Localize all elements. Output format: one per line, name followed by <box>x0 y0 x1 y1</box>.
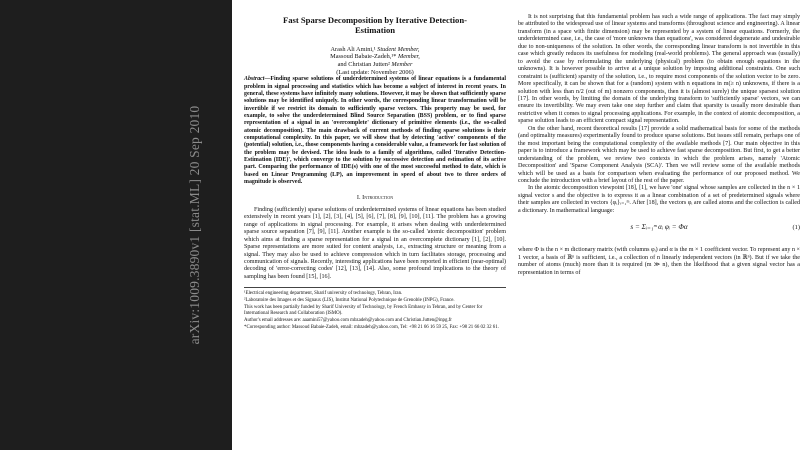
footnote: ²Laboratoire des Images et des Signaux (LIS), Institut National Polytechnique de Grenoble (INPG), France. <box>244 298 455 304</box>
author-role: Student Member, <box>377 45 420 53</box>
abstract-text: —Finding sparse solutions of underdetermined systems of linear equations is a fundamental problem in signal processing and statistics which has become a subject of interest in recent years. In general, these systems have infinitely many solutions. However, it may be shown that sufficiently sparse solutions may be identified uniquely. In other words, the corresponding linear transformation will be invertible if we restrict its domain to sufficiently sparse vectors. This property may be used, for example, to solve the underdetermined Blind Source Separation (BSS) problem, or to find sparse representation of a signal in an 'overcomplete' dictionary of primitive elements (i.e., the so-called atomic decomposition). The main drawback of current methods of finding sparse solutions is their computational complexity. In this paper, we will show that by detecting 'active' components of the (potential) solution, i.e., those components having a considerable value, a framework for fast solution of the problem may be devised. The idea leads to a family of algorithms, called 'Iterative Detection-Estimation (IDE)', which converge to the solution by successive detection and estimation of its active part. Comparing the performance of IDE(s) with one of the most successful method to date, which is based on Linear Programming (LP), an improvement in speed of about two to three orders of magnitude is observed. <box>244 76 506 185</box>
left-column <box>244 0 506 332</box>
footnote-corresponding: *Corresponding author: Massoud Babaie-Zadeh, email: mbzadeh@yahoo.com, Tel: +98 21 66 16 59 25, Fax: +98 21 66 02 32 61. <box>244 324 499 330</box>
equation-1 <box>518 218 800 244</box>
footnote: This work has been partially funded by Sharif University of Technology, by French Embassy in Tehran, and by Center for International Research and Collaboration (ISMO). <box>244 305 483 317</box>
author-line <box>244 61 506 69</box>
author-name: Arash Ali Amini,¹ <box>330 45 376 53</box>
body-paragraph: It is not surprising that this fundamental problem has such a wide range of applications. The fact may simply be attributed to the widespread use of linear systems and transforms (throughout science and engineering). A linear transform (in a space with finite dimension) may be represented by a system of linear equations. Formerly, the underdetermined case, i.e., the case of 'more unknowns than equations', was considered degenerate and undesirable due to non-uniqueness of the solution. In other words, the corresponding linear transform is not invertible in this case which greatly reduces its usefulness for modeling (real-world problems). The general approach was (usually) to avoid the case by reformulating the underlying (physical) problem (to obtain enough equations in the unknowns). It is however possible to arrive at a unique solution by imposing additional constraints. One such constraint is (sufficient) sparsity of the solution, i.e., to require most components of the solution vector to be zero. More specifically, it can be shown that for a (random) system with n equations in m(≥ n) unknowns, if there is a solution with less than n/2 (out of m) nonzero components, then it is (almost surely) the unique sparsest solution [17]. In other words, by limiting the domain of the underlying transform to 'sufficiently sparse' vectors, we can ensure its invertibility. We may even take one step further and claim that sparsity is usually more desirable than restrictive when it comes to signal processing applications. For example, in the context of atomic decomposition, a sparse solution leads to an efficient compact signal representation. <box>518 14 800 125</box>
abstract <box>244 76 506 186</box>
footnote: ¹Electrical engineering department, Sharif university of technology, Tehran, Iran. <box>244 291 403 297</box>
body-paragraph: In the atomic decomposition viewpoint [18], [1], we have 'one' signal whose samples are collected in the n × 1 signal vector s and the objective is to express it as a linear combination of a set of predetermined signals where their samples are collected in vectors {φᵢ}ᵢ₌₁ᵐ. After [18], the vectors φᵢ are called atoms and the collection is called a dictionary. In mathematical language: <box>518 185 800 214</box>
last-update-note: (Last update: November 2006) <box>336 68 414 76</box>
author-role: Member <box>391 61 413 68</box>
author-line <box>244 53 506 61</box>
footnotes <box>244 287 506 330</box>
section-heading-introduction: I. Introduction <box>356 194 394 202</box>
author-name: Massoud Babaie-Zadeh,¹* <box>330 53 397 61</box>
arxiv-identifier-stamp: arXiv:1009.3890v1 [stat.ML] 20 Sep 2010 <box>187 105 202 345</box>
body-paragraph: where Φ is the n × m dictionary matrix (with columns φᵢ) and α is the m × 1 coefficient vector. To represent any n × 1 vector, a basis of ℝⁿ is sufficient, i.e., a collection of n linearly independent vectors (in ℝⁿ). But if we take the number of atoms (much) more than it is required (m ≫ n), then the likelihood that a given signal vector has a representation in terms of <box>518 247 800 276</box>
footnote-emails: Author's email addresses are: aaamini57@yahoo.com mbzadeh@yahoo.com and Christian.Jutten@inpg.fr <box>244 317 452 323</box>
author-line <box>244 46 506 54</box>
paper-title: Fast Sparse Decomposition by Iterative Detection-Estimation <box>282 15 467 36</box>
intro-paragraph: Finding (sufficiently) sparse solutions of underdetermined systems of linear equations has been studied extensively in recent years [1], [2], [3], [4], [5], [6], [7], [8], [9], [10], [11]. The problem has a growing range of applications in signal processing. For example, it arises when dealing with underdetermined sparse source separation [7], [9], [11]. Another example is the so-called 'atomic decomposition' problem which aims at finding a sparse representation for a signal in an overcomplete dictionary [1], [2], [10]. Sparse representations are more suited for content analysis, i.e., extracting structure or meaning from a signal. They may also be used to achieve compression which in turn facilitates storage, processing and communication of signals. Recently, interesting applications have been reported in efficient (near-optimal) decoding of 'error-correcting codes' [12], [13], [14]. Also, some profound implications to the theory of sampling has been found [15], [16]. <box>244 206 506 280</box>
author-block <box>244 46 506 76</box>
body-paragraph: On the other hand, recent theoretical results [17] provide a solid mathematical basis for some of the methods (and optimality measures) experimentally found to produce sparse solutions. But issues still remain, perhaps one of the most important being the computational complexity of the available methods [7]. Our main objective in this paper is to introduce a framework which may be used to achieve fast sparse decomposition. But first, to get a better understanding of the problem, we review two contexts in which the problem arises, namely 'Atomic Decomposition' and 'Sparse Component Analysis (SCA)'. Then we will review some of the available methods which will be used as a basis for comparison when evaluating the performance of our proposed method. We conclude the introduction with a brief layout of the rest of the paper. <box>518 125 800 184</box>
author-role: Member, <box>397 53 420 61</box>
equation-body: s = Σᵢ₌₁ᵐ αᵢ φᵢ = Φα <box>630 223 688 232</box>
paper-page <box>232 0 800 450</box>
abstract-lead: Abstract <box>244 76 265 83</box>
right-column <box>518 0 800 277</box>
equation-number: (1) <box>792 224 800 232</box>
author-name: and Christian Jutten² <box>337 61 390 68</box>
